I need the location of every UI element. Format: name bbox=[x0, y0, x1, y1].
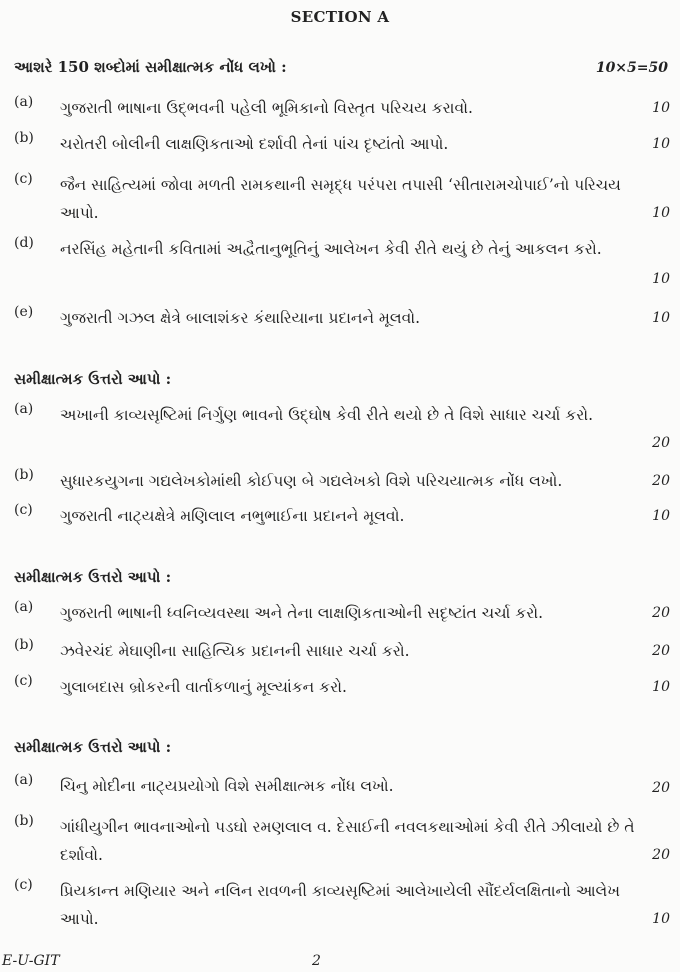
question-text: સુધારકયુગના ગદ્યલેખકોમાંથી કોઈપણ બે ગદ્યલેખકો વિશે પરિચયાત્મક નોંધ લખો. bbox=[60, 472, 563, 490]
total-marks: 10×5=50 bbox=[595, 60, 668, 76]
question-label: (a) bbox=[14, 772, 34, 788]
question-label: (d) bbox=[14, 235, 34, 251]
question-marks: 20 bbox=[652, 643, 670, 659]
question-text: ઝવેરચંદ મેઘાણીના સાહિત્યિક પ્રદાનની સાધાર ચર્ચા કરો. bbox=[60, 642, 410, 660]
question-label: (b) bbox=[14, 467, 34, 483]
question-label: (a) bbox=[14, 401, 34, 417]
question-label: (c) bbox=[14, 673, 33, 689]
question-text: ચરોતરી બોલીની લાક્ષણિકતાઓ દર્શાવી તેનાં પાંચ દૃષ્ટાંતો આપો. bbox=[60, 135, 449, 153]
question-text: અખાની કાવ્યસૃષ્ટિમાં નિર્ગુણ ભાવનો ઉદ્ઘોષ કેવી રીતે થયો છે તે વિશે સાધાર ચર્ચા કરો. bbox=[60, 406, 594, 424]
question-label: (a) bbox=[14, 599, 34, 615]
question-marks: 10 bbox=[652, 679, 670, 695]
question-marks: 10 bbox=[652, 911, 670, 927]
question-label: (b) bbox=[14, 130, 34, 146]
question-text: પ્રિયકાન્ત મણિયાર અને નલિન રાવળની કાવ્યસૃષ્ટિમાં આલેખાયેલી સૌંદર્યલક્ષિતાનો આલેખ આપો. bbox=[60, 882, 621, 928]
question-marks: 20 bbox=[652, 847, 670, 863]
question-marks: 10 bbox=[652, 100, 670, 116]
question-label: (c) bbox=[14, 877, 33, 893]
question-text: ગુજરાતી ગઝલ ક્ષેત્રે બાલાશંકર કંથારિયાના પ્રદાનને મૂલવો. bbox=[60, 309, 421, 327]
page-number: 2 bbox=[312, 953, 321, 969]
question-text: ગુજરાતી ભાષાના ઉદ્ભવની પહેલી ભૂમિકાનો વિસ્તૃત પરિચય કરાવો. bbox=[60, 99, 473, 117]
question-text: ગુલાબદાસ બ્રોકરની વાર્તાકળાનું મૂલ્યાંકન કરો. bbox=[60, 678, 347, 696]
question-label: (c) bbox=[14, 171, 33, 187]
question-label: (b) bbox=[14, 637, 34, 653]
question-marks: 20 bbox=[652, 605, 670, 621]
question-text: ગાંધીયુગીન ભાવનાઓનો પડઘો રમણલાલ વ. દેસાઈની નવલકથાઓમાં કેવી રીતે ઝીલાયો છે તે દર્શાવો. bbox=[60, 818, 635, 864]
section-title: SECTION A bbox=[290, 8, 390, 26]
question-marks: 10 bbox=[652, 310, 670, 326]
question-text: નરસિંહ મહેતાની કવિતામાં અદ્વૈતાનુભૂતિનું આલેખન કેવી રીતે થયું છે તેનું આકલન કરો. bbox=[60, 240, 602, 258]
question-label: (e) bbox=[14, 304, 34, 320]
question-marks: 10 bbox=[652, 136, 670, 152]
question-marks: 10 bbox=[652, 508, 670, 524]
question-text: ગુજરાતી નાટ્યક્ષેત્રે મણિલાલ નભુભાઈના પ્રદાનને મૂલવો. bbox=[60, 507, 405, 525]
question-label: (b) bbox=[14, 813, 34, 829]
question-label: (a) bbox=[14, 94, 34, 110]
question-text: ગુજરાતી ભાષાની ધ્વનિવ્યવસ્થા અને તેના લાક્ષણિકતાઓની સદૃષ્ટાંત ચર્ચા કરો. bbox=[60, 604, 544, 622]
instruction: આશરે 150 શબ્દોમાં સમીક્ષાત્મક નોંધ લખો : bbox=[14, 58, 287, 76]
question-heading: સમીક્ષાત્મક ઉત્તરો આપો : bbox=[14, 738, 172, 756]
paper-code: E-U-GIT bbox=[2, 953, 60, 969]
question-text: જૈન સાહિત્યમાં જોવા મળતી રામકથાની સમૃદ્ધ પરંપરા તપાસી ‘સીતારામચોપાઈ’નો પરિચય આપો. bbox=[60, 176, 621, 222]
question-text: ચિનુ મોદીના નાટ્યપ્રયોગો વિશે સમીક્ષાત્મક નોંધ લખો. bbox=[60, 777, 394, 795]
question-marks: 20 bbox=[652, 435, 670, 451]
question-label: (c) bbox=[14, 502, 33, 518]
question-marks: 20 bbox=[652, 780, 670, 796]
question-heading: સમીક્ષાત્મક ઉત્તરો આપો : bbox=[14, 370, 172, 388]
question-marks: 20 bbox=[652, 473, 670, 489]
question-marks: 10 bbox=[652, 271, 670, 287]
question-marks: 10 bbox=[652, 205, 670, 221]
question-heading: સમીક્ષાત્મક ઉત્તરો આપો : bbox=[14, 568, 172, 586]
